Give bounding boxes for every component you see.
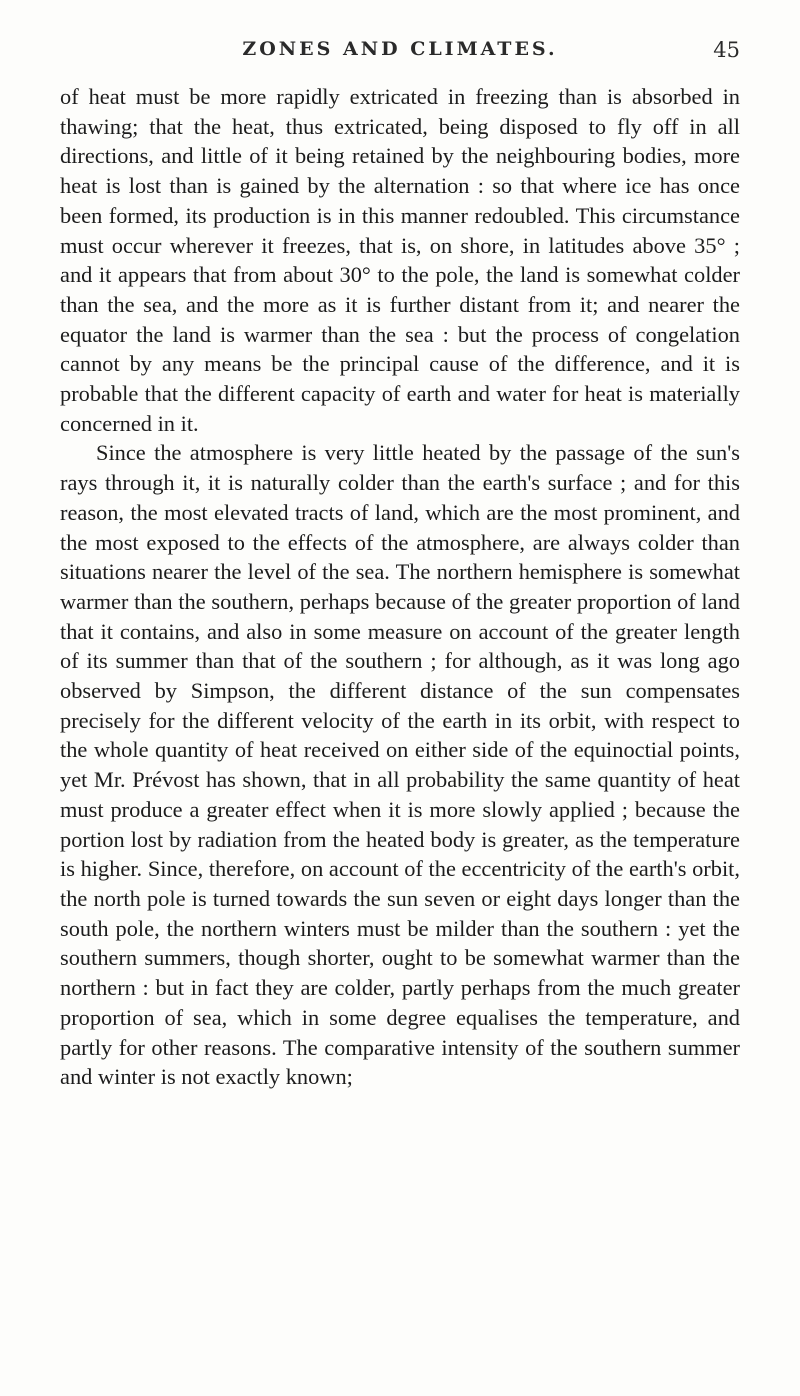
page-number: 45 — [713, 38, 740, 62]
paragraph-atmosphere: Since the atmosphere is very little heated by the passage of the sun's rays through it, it is naturally colder than the earth's surface ; and for this reason, the most elevated tracts of land, which are the most prominent, and the most exposed to the effects of the atmosphere, are always colder than situations nearer the level of the sea. The northern hemisphere is somewhat warmer than the southern, perhaps because of the greater proportion of land that it contains, and also in some measure on account of the greater length of its summer than that of the southern ; for although, as it was long ago observed by Simpson, the different distance of the sun compensates precisely for the different velocity of the earth in its orbit, with respect to the whole quantity of heat received on either side of the equinoctial points, yet Mr. Prévost has shown, that in all probability the same quantity of heat must produce a greater effect when it is more slowly applied ; because the portion lost by radiation from the heated body is greater, as the temperature is higher. Since, therefore, on account of the eccentricity of the earth's orbit, the north pole is turned towards the sun seven or eight days longer than the south pole, the northern winters must be milder than the southern : yet the southern summers, though shorter, ought to be somewhat warmer than the northern : but in fact they are colder, partly perhaps from the much greater proportion of sea, which in some degree equalises the temperature, and partly for other reasons. The comparative intensity of the southern summer and winter is not exactly known; — [60, 440, 740, 1090]
running-head — [60, 38, 740, 68]
paragraph-continued: of heat must be more rapidly extricated in freezing than is absorbed in thawing; that the heat, thus extricated, being disposed to fly off in all directions, and little of it being retained by the neighbouring bodies, more heat is lost than is gained by the alternation : so that where ice has once been formed, its production is in this manner redoubled. This circumstance must occur wherever it freezes, that is, on shore, in latitudes above 35° ; and it appears that from about 30° to the pole, the land is somewhat colder than the sea, and the more as it is further distant from it; and nearer the equator the land is warmer than the sea : but the process of congelation cannot by any means be the principal cause of the difference, and it is probable that the different capacity of earth and water for heat is materially concerned in it. — [60, 84, 740, 436]
body-text — [60, 82, 740, 1092]
running-title: ZONES AND CLIMATES. — [242, 38, 558, 60]
